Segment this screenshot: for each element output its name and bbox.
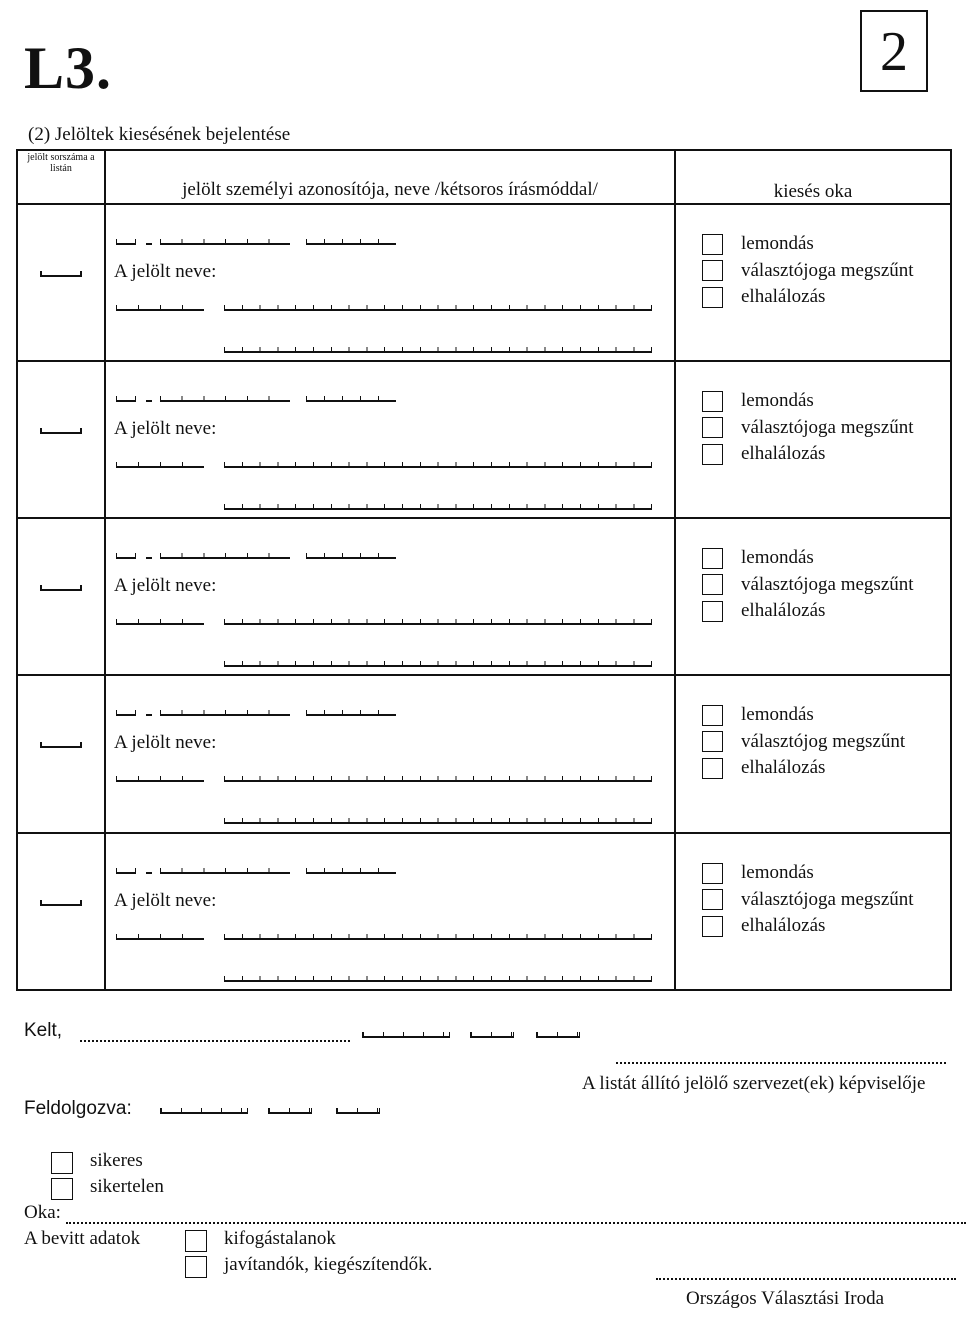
checkbox[interactable] bbox=[702, 444, 723, 465]
checkbox[interactable] bbox=[702, 391, 723, 412]
office-signature-line[interactable] bbox=[656, 1278, 956, 1280]
option-lemondas bbox=[702, 388, 914, 415]
table-row bbox=[18, 834, 950, 991]
option-label: elhalálozás bbox=[741, 757, 826, 779]
option-label: lemondás bbox=[741, 390, 814, 412]
option-elhalalozas bbox=[702, 441, 914, 468]
id-dash bbox=[146, 557, 152, 559]
seq-field[interactable] bbox=[40, 428, 82, 434]
form-code: L3. bbox=[24, 35, 113, 101]
option-label: választójoga megszűnt bbox=[741, 573, 914, 595]
name-field-b[interactable] bbox=[224, 619, 652, 625]
option-valasztojog bbox=[702, 415, 914, 442]
kelt-place-field[interactable] bbox=[80, 1040, 350, 1042]
name-field-a[interactable] bbox=[116, 776, 204, 782]
option-label: lemondás bbox=[741, 233, 814, 255]
bevitt-label: A bevitt adatok bbox=[24, 1228, 141, 1249]
name-label: A jelölt neve: bbox=[114, 418, 217, 439]
reason-options bbox=[702, 545, 914, 625]
oka-label: Oka: bbox=[24, 1202, 61, 1223]
javitandok-checkbox[interactable] bbox=[185, 1256, 207, 1278]
checkbox[interactable] bbox=[702, 548, 723, 569]
reason-options bbox=[702, 231, 914, 311]
id-field-1[interactable] bbox=[116, 553, 136, 559]
name-field-c[interactable] bbox=[224, 818, 652, 824]
sikeres-checkbox[interactable] bbox=[51, 1152, 73, 1174]
seq-field[interactable] bbox=[40, 900, 82, 906]
name-field-a[interactable] bbox=[116, 305, 204, 311]
table-row bbox=[18, 519, 950, 676]
option-valasztojog bbox=[702, 887, 914, 914]
page-number-box bbox=[860, 10, 928, 92]
office-caption: Országos Választási Iroda bbox=[686, 1288, 885, 1309]
name-field-a[interactable] bbox=[116, 462, 204, 468]
sikeres-label: sikeres bbox=[90, 1150, 143, 1171]
feldolgozva-label: Feldolgozva: bbox=[24, 1098, 132, 1119]
name-field-a[interactable] bbox=[116, 619, 204, 625]
option-elhalalozas bbox=[702, 913, 914, 940]
id-field-1[interactable] bbox=[116, 710, 136, 716]
name-field-c[interactable] bbox=[224, 347, 652, 353]
option-lemondas bbox=[702, 545, 914, 572]
id-field-2[interactable] bbox=[160, 553, 290, 559]
checkbox[interactable] bbox=[702, 863, 723, 884]
option-label: lemondás bbox=[741, 862, 814, 884]
feldolgozva-month-field[interactable] bbox=[268, 1108, 312, 1114]
checkbox[interactable] bbox=[702, 601, 723, 622]
option-lemondas bbox=[702, 702, 905, 729]
option-elhalalozas bbox=[702, 284, 914, 311]
reason-options bbox=[702, 860, 914, 940]
option-label: választójoga megszűnt bbox=[741, 416, 914, 438]
seq-field[interactable] bbox=[40, 271, 82, 277]
option-label: elhalálozás bbox=[741, 286, 826, 308]
kelt-month-field[interactable] bbox=[470, 1032, 514, 1038]
checkbox[interactable] bbox=[702, 916, 723, 937]
signer-caption: A listát állító jelölő szervezet(ek) képviselője bbox=[582, 1073, 926, 1094]
option-label: választójoga megszűnt bbox=[741, 259, 914, 281]
id-field-1[interactable] bbox=[116, 396, 136, 402]
checkbox[interactable] bbox=[702, 234, 723, 255]
name-label: A jelölt neve: bbox=[114, 732, 217, 753]
checkbox[interactable] bbox=[702, 889, 723, 910]
name-field-b[interactable] bbox=[224, 305, 652, 311]
col-reason-header: kiesés oka bbox=[773, 181, 853, 202]
option-label: elhalálozás bbox=[741, 600, 826, 622]
checkbox[interactable] bbox=[702, 731, 723, 752]
option-label: lemondás bbox=[741, 547, 814, 569]
sikertelen-checkbox[interactable] bbox=[51, 1178, 73, 1200]
id-field-3[interactable] bbox=[306, 868, 396, 874]
option-label: elhalálozás bbox=[741, 443, 826, 465]
id-field-2[interactable] bbox=[160, 868, 290, 874]
col-seq-header: jelölt sorszáma a listán bbox=[27, 152, 95, 174]
page-number: 2 bbox=[880, 21, 908, 83]
kelt-day-field[interactable] bbox=[536, 1032, 580, 1038]
id-field-2[interactable] bbox=[160, 396, 290, 402]
seq-field[interactable] bbox=[40, 742, 82, 748]
id-field-3[interactable] bbox=[306, 553, 396, 559]
option-label: elhalálozás bbox=[741, 915, 826, 937]
col-id-header: jelölt személyi azonosítója, neve /kétsoros írásmóddal/ bbox=[182, 179, 598, 200]
table-row bbox=[18, 205, 950, 362]
name-label: A jelölt neve: bbox=[114, 575, 217, 596]
feldolgozva-year-field[interactable] bbox=[160, 1108, 248, 1114]
id-field-3[interactable] bbox=[306, 710, 396, 716]
kelt-label: Kelt, bbox=[24, 1020, 63, 1041]
option-elhalalozas bbox=[702, 598, 914, 625]
name-field-b[interactable] bbox=[224, 776, 652, 782]
checkbox[interactable] bbox=[702, 260, 723, 281]
kifogastalanok-label: kifogástalanok bbox=[224, 1228, 336, 1249]
option-valasztojog bbox=[702, 572, 914, 599]
name-field-c[interactable] bbox=[224, 661, 652, 667]
reason-options bbox=[702, 702, 905, 782]
option-elhalalozas bbox=[702, 755, 905, 782]
table-row bbox=[18, 362, 950, 519]
checkbox[interactable] bbox=[702, 705, 723, 726]
name-field-c[interactable] bbox=[224, 976, 652, 982]
checkbox[interactable] bbox=[702, 574, 723, 595]
name-field-b[interactable] bbox=[224, 462, 652, 468]
option-label: választójog megszűnt bbox=[741, 730, 906, 752]
checkbox[interactable] bbox=[702, 287, 723, 308]
id-field-1[interactable] bbox=[116, 868, 136, 874]
id-dash bbox=[146, 872, 152, 874]
id-field-2[interactable] bbox=[160, 239, 290, 245]
option-lemondas bbox=[702, 231, 914, 258]
withdrawal-table bbox=[16, 149, 952, 991]
option-label: lemondás bbox=[741, 704, 814, 726]
signature-line[interactable] bbox=[616, 1062, 946, 1064]
name-field-a[interactable] bbox=[116, 934, 204, 940]
kifogastalanok-checkbox[interactable] bbox=[185, 1230, 207, 1252]
id-dash bbox=[146, 400, 152, 402]
option-valasztojog bbox=[702, 729, 905, 756]
id-dash bbox=[146, 243, 152, 245]
option-valasztojog bbox=[702, 258, 914, 285]
id-field-1[interactable] bbox=[116, 239, 136, 245]
javitandok-label: javítandók, kiegészítendők. bbox=[224, 1254, 433, 1275]
id-field-3[interactable] bbox=[306, 239, 396, 245]
option-lemondas bbox=[702, 860, 914, 887]
id-field-2[interactable] bbox=[160, 710, 290, 716]
name-field-b[interactable] bbox=[224, 934, 652, 940]
section-title: (2) Jelöltek kiesésének bejelentése bbox=[28, 124, 291, 145]
name-field-c[interactable] bbox=[224, 504, 652, 510]
reason-options bbox=[702, 388, 914, 468]
name-label: A jelölt neve: bbox=[114, 261, 217, 282]
seq-field[interactable] bbox=[40, 585, 82, 591]
id-dash bbox=[146, 714, 152, 716]
kelt-year-field[interactable] bbox=[362, 1032, 450, 1038]
option-label: választójoga megszűnt bbox=[741, 888, 914, 910]
table-row bbox=[18, 676, 950, 833]
sikertelen-label: sikertelen bbox=[90, 1176, 164, 1197]
checkbox[interactable] bbox=[702, 758, 723, 779]
name-label: A jelölt neve: bbox=[114, 890, 217, 911]
checkbox[interactable] bbox=[702, 417, 723, 438]
id-field-3[interactable] bbox=[306, 396, 396, 402]
feldolgozva-day-field[interactable] bbox=[336, 1108, 380, 1114]
oka-field[interactable] bbox=[66, 1222, 966, 1224]
